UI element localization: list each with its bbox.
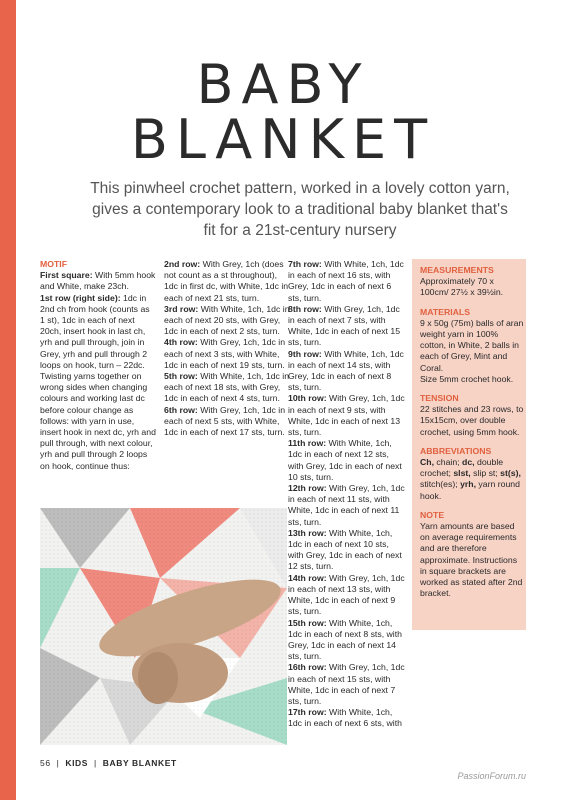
- row-paragraph: [164, 304, 292, 338]
- row-text: With Grey, 1ch, 1dc in each of next 3 sts, with White, 1dc in each of next 19 sts, turn.: [164, 337, 286, 370]
- row-label: 8th row:: [288, 303, 322, 314]
- row-text: With White, 1ch, 1dc in each of next 20 sts, with Grey, 1dc in each of next 2 sts, turn.: [164, 303, 290, 337]
- row-paragraph: [164, 337, 292, 371]
- row-paragraph: [164, 405, 292, 439]
- materials-text: 9 x 50g (75m) balls of aran weight yarn in 100% cotton, in White, 2 balls in each of Grey, Mint and Coral.: [420, 317, 524, 373]
- title-line-1: BABY: [196, 53, 370, 116]
- row-paragraph: [164, 259, 292, 304]
- materials-hook-text: Size 5mm crochet hook.: [420, 373, 514, 384]
- row-paragraph: [288, 304, 405, 349]
- title-line-2: BLANKET: [130, 108, 436, 171]
- blanket-photo: [40, 508, 287, 745]
- column-rows-7-17: [288, 259, 405, 730]
- footer-section: KIDS: [65, 758, 89, 768]
- heading-abbreviations: ABBREVIATIONS: [420, 445, 492, 456]
- row-text: With White, 1ch, 1dc in each of next 16 sts, with Grey, 1dc in each of next 6 sts, turn.: [288, 259, 404, 303]
- label-first-square: First square:: [40, 270, 93, 281]
- footer-title: BABY BLANKET: [102, 758, 177, 768]
- page-number: 56: [40, 758, 51, 768]
- row-paragraph: [288, 393, 405, 438]
- row-text: With Grey, 1ch, 1dc in each of next 5 sts, with White, 1dc in each of next 17 sts, turn.: [164, 404, 286, 438]
- row-text: With Grey, 1ch, 1dc in each of next 13 sts, with White, 1dc in each of next 9 sts, turn.: [288, 572, 405, 617]
- row-paragraph: [288, 349, 405, 394]
- row-paragraph: [288, 618, 405, 663]
- row-label: 15th row:: [288, 617, 327, 628]
- row-label: 13th row:: [288, 527, 327, 538]
- row-paragraph: [288, 662, 405, 707]
- note-text: Yarn amounts are based on average requirements and are therefore approximate. Instructions in square brackets are worked as stated after 2nd bracket.: [420, 521, 523, 599]
- row-text: With Grey, 1ch (does not count as a st throughout), 1dc in first dc, with White, 1dc in each of next 21 sts, turn.: [164, 259, 289, 303]
- column-rows-2-6: [164, 259, 292, 438]
- blanket-photo-illustration: [40, 508, 287, 745]
- text-twisting: Twisting yarns together on wrong sides when changing colours and working last dc before colour change as follows: with yarn in use, insert hook in next dc, yrh and pull through, with next colour, yrh and pull through 2 loops on hook, continue thus:: [40, 371, 156, 471]
- heading-motif: MOTIF: [40, 259, 68, 269]
- row-label: 7th row:: [288, 259, 322, 269]
- row-label: 6th row:: [164, 404, 198, 415]
- row-label: 5th row:: [164, 371, 198, 382]
- row-label: 2nd row:: [164, 259, 201, 269]
- text-first-square: With 5mm hook and White, make 23ch.: [40, 270, 156, 292]
- column-motif: [40, 259, 156, 472]
- row-label: 10th row:: [288, 393, 327, 404]
- footer-separator: |: [56, 758, 60, 768]
- row-label: 16th row:: [288, 662, 327, 673]
- row-text: With Grey, 1ch, 1dc in each of next 15 sts, with White, 1dc in each of next 7 sts, turn.: [288, 662, 405, 706]
- heading-note: NOTE: [420, 509, 445, 520]
- heading-measurements: MEASUREMENTS: [420, 265, 494, 275]
- row-paragraph: [288, 528, 405, 573]
- row-paragraph: [288, 438, 405, 483]
- footer-separator: |: [94, 758, 97, 768]
- row-text: With Grey, 1ch, 1dc in each of next 9 sts, with White, 1dc in each of next 13 sts, turn.: [288, 393, 405, 438]
- label-row-1: 1st row (right side):: [40, 292, 121, 303]
- row-text: With Grey, 1ch, 1dc in each of next 11 sts, with White, 1dc in each of next 11 sts, turn.: [288, 483, 405, 527]
- row-paragraph: [288, 259, 405, 304]
- row-label: 11th row:: [288, 438, 327, 449]
- row-text: With Grey, 1ch, 1dc in each of next 7 sts, with White, 1dc in each of next 15 sts, turn.: [288, 303, 401, 348]
- row-text: With White, 1ch, 1dc in each of next 12 sts, with Grey, 1dc in each of next 10 sts, turn.: [288, 438, 402, 482]
- text-row-1: 1dc in 2nd ch from hook (counts as 1 st), 1dc in each of next 20ch, insert hook in last ch, yrh and pull through, join in Grey, yrh and pull through 2 loops on hook, turn – 22dc.: [40, 292, 150, 370]
- row-label: 12th row:: [288, 483, 327, 494]
- row-text: With White, 1ch, 1dc in each of next 14 sts, with Grey, 1dc in each of next 8 sts, turn.: [288, 348, 404, 393]
- row-label: 3rd row:: [164, 303, 199, 314]
- info-sidebar: [420, 265, 524, 599]
- row-paragraph: [288, 707, 405, 729]
- row-text: With White, 1ch, 1dc in each of next 8 sts, with Grey, 1dc in each of next 14 sts, turn.: [288, 617, 402, 662]
- page-footer: [40, 758, 177, 768]
- row-text: With White, 1ch, 1dc in each of next 6 sts, with: [288, 707, 402, 729]
- watermark: PassionForum.ru: [457, 771, 526, 781]
- row-label: 4th row:: [164, 337, 198, 348]
- abbreviations-text: Ch, chain; dc, double crochet; slst, slip st; st(s), stitch(es); yrh, yarn round hook.: [420, 457, 521, 501]
- tension-text: 22 stitches and 23 rows, to 15x15cm, over double crochet, using 5mm hook.: [420, 404, 524, 437]
- heading-tension: TENSION: [420, 393, 459, 404]
- row-text: With White, 1ch, 1dc in each of next 10 sts, with Grey, 1dc in each of next 12 sts, turn.: [288, 527, 402, 572]
- row-label: 9th row:: [288, 348, 322, 359]
- row-paragraph: [288, 483, 405, 528]
- row-paragraph: [288, 573, 405, 618]
- row-label: 14th row:: [288, 572, 327, 583]
- row-text: With White, 1ch, 1dc in each of next 18 sts, with Grey, 1dc in each of next 4 sts, turn.: [164, 371, 290, 404]
- row-label: 17th row:: [288, 707, 327, 718]
- heading-materials: MATERIALS: [420, 306, 471, 317]
- intro-text: This pinwheel crochet pattern, worked in a lovely cotton yarn, gives a contemporary look to a traditional baby blanket that's fit for a 21st-century nursery: [90, 180, 510, 239]
- row-paragraph: [164, 371, 292, 405]
- measurements-text: Approximately 70 x 100cm/ 27½ x 39½in.: [420, 276, 504, 298]
